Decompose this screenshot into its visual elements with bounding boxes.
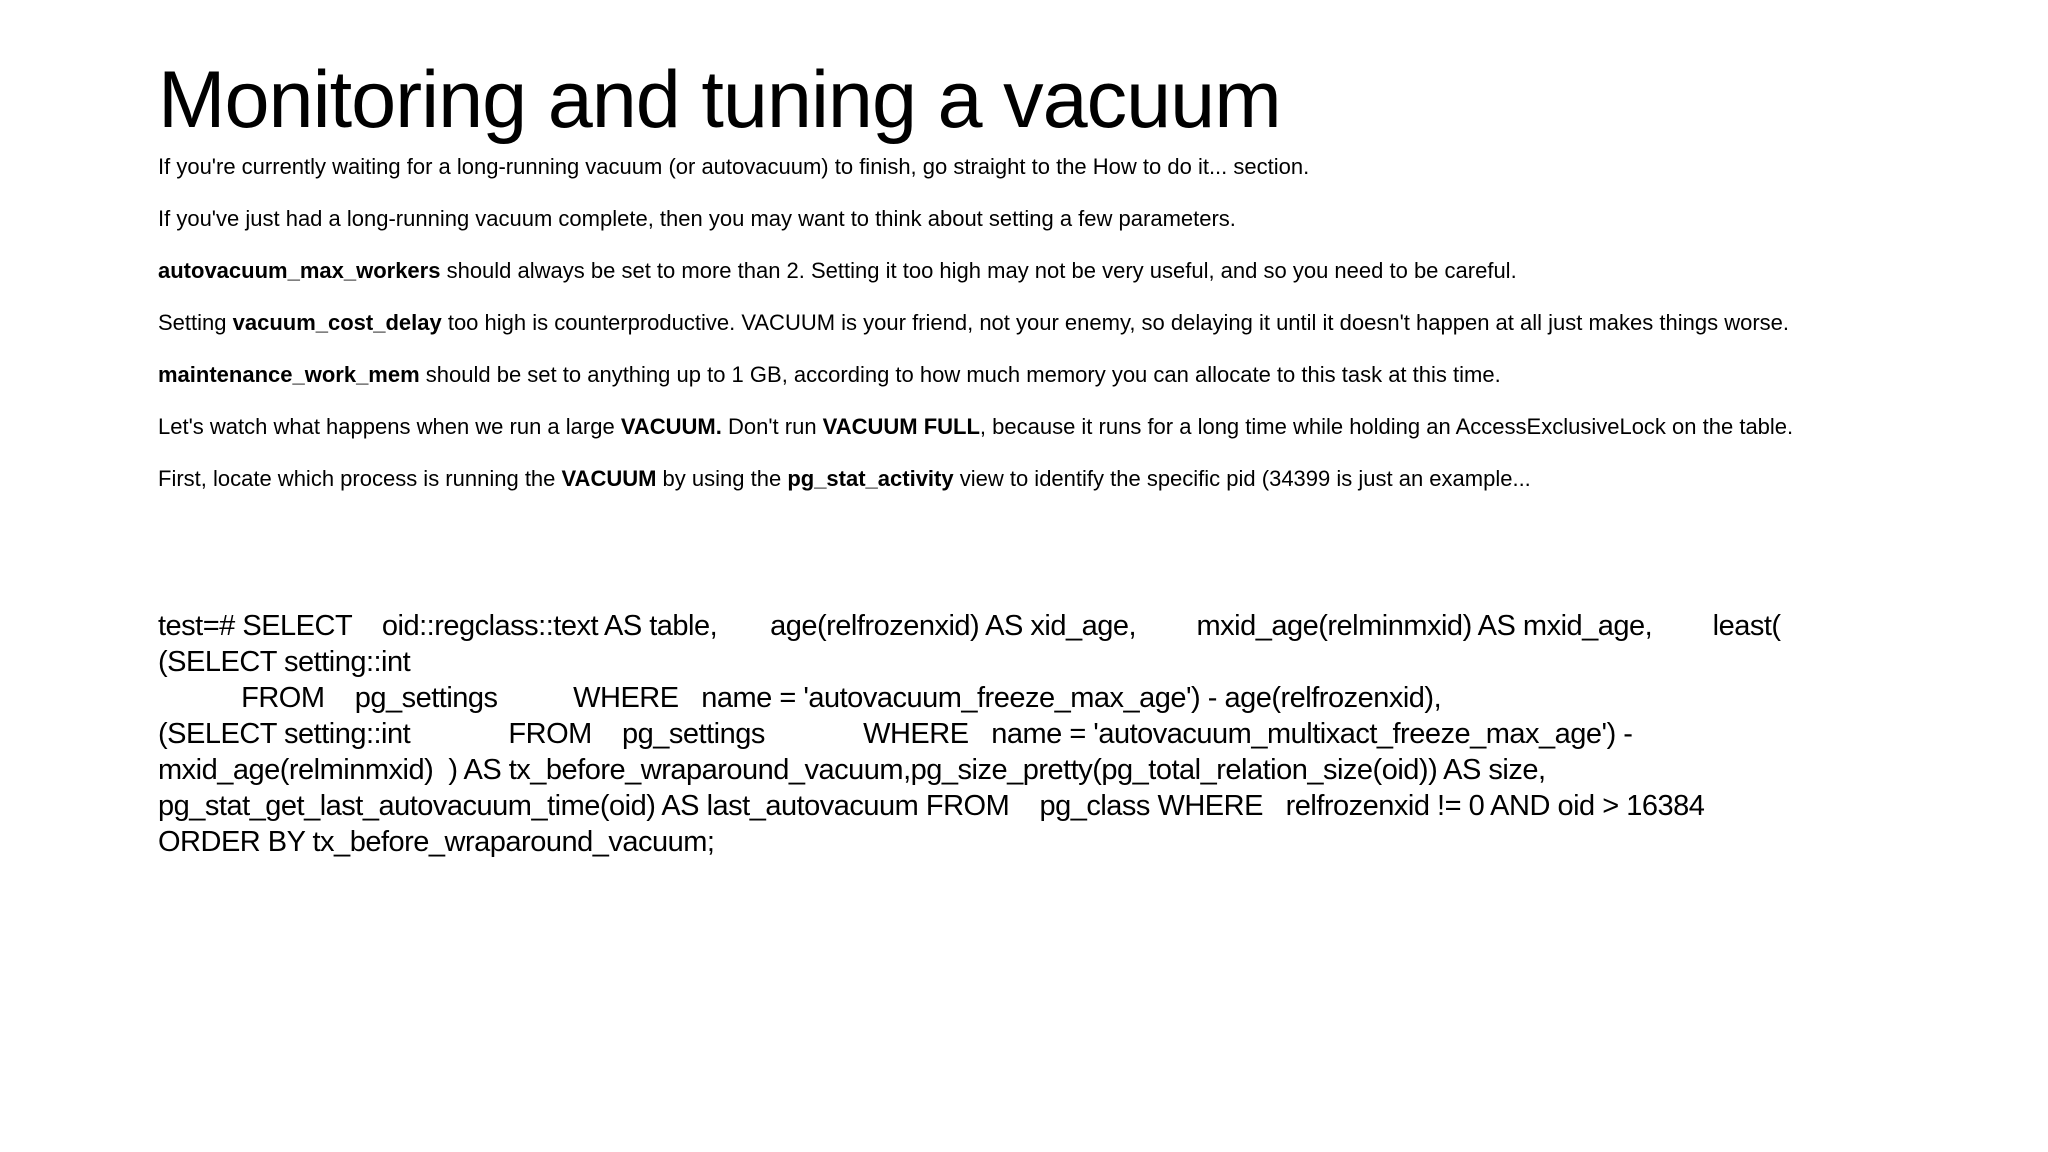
paragraph-completed: If you've just had a long-running vacuum complete, then you may want to think about setting a few parameters.	[158, 206, 1236, 231]
code-line: test=# SELECT oid::regclass::text AS table, age(relfrozenxid) AS xid_age, mxid_age(relminmxid) AS mxid_age, least(	[158, 610, 1781, 642]
paragraph-cost-delay	[158, 308, 1898, 338]
paragraph-waiting: If you're currently waiting for a long-running vacuum (or autovacuum) to finish, go straight to the How to do it... section.	[158, 154, 1310, 179]
paragraph-cost-delay-lead: Setting	[158, 310, 233, 335]
term-vacuum: VACUUM.	[620, 414, 722, 439]
term-maintenance-work-mem: maintenance_work_mem	[158, 362, 420, 387]
paragraph-large-vacuum-lead: Let's watch what happens when we run a large	[158, 414, 621, 439]
paragraph-work-mem-text: should be set to anything up to 1 GB, according to how much memory you can allocate to this task at this time.	[419, 362, 1501, 387]
slide-body	[158, 152, 1898, 516]
paragraph-locate-mid: by using the	[656, 466, 788, 491]
code-line: (SELECT setting::int	[158, 646, 411, 678]
slide-title: Monitoring and tuning a vacuum	[158, 55, 1281, 145]
paragraph-locate-process	[158, 464, 1898, 494]
term-vacuum-cost-delay: vacuum_cost_delay	[232, 310, 442, 335]
term-vacuum-full: VACUUM FULL	[822, 414, 980, 439]
code-line: pg_stat_get_last_autovacuum_time(oid) AS last_autovacuum FROM pg_class WHERE relfrozenxid != 0 AND oid > 16384	[158, 790, 1705, 822]
paragraph-large-vacuum-mid: Don't run	[721, 414, 823, 439]
paragraph-max-workers	[158, 256, 1898, 286]
term-vacuum-process: VACUUM	[561, 466, 657, 491]
code-line: ORDER BY tx_before_wraparound_vacuum;	[158, 826, 715, 858]
code-line: mxid_age(relminmxid) ) AS tx_before_wraparound_vacuum,pg_size_pretty(pg_total_relation_size(oid)) AS size,	[158, 754, 1546, 786]
paragraph-cost-delay-text: too high is counterproductive. VACUUM is your friend, not your enemy, so delaying it until it doesn't happen at all just makes things worse.	[441, 310, 1790, 335]
code-line: FROM pg_settings WHERE name = 'autovacuum_freeze_max_age') - age(relfrozenxid),	[158, 682, 1442, 714]
paragraph-max-workers-text: should always be set to more than 2. Setting it too high may not be very useful, and so you need to be careful.	[440, 258, 1517, 283]
paragraph-large-vacuum	[158, 412, 1898, 442]
paragraph-locate-lead: First, locate which process is running the	[158, 466, 562, 491]
term-autovacuum-max-workers: autovacuum_max_workers	[158, 258, 441, 283]
code-line: (SELECT setting::int FROM pg_settings WHERE name = 'autovacuum_multixact_freeze_max_age') -	[158, 718, 1633, 750]
term-pg-stat-activity: pg_stat_activity	[787, 466, 954, 491]
paragraph-large-vacuum-text: , because it runs for a long time while holding an AccessExclusiveLock on the table.	[979, 414, 1794, 439]
sql-code-block	[158, 608, 1918, 860]
paragraph-work-mem	[158, 360, 1898, 390]
paragraph-locate-text: view to identify the specific pid (34399 is just an example...	[953, 466, 1531, 491]
